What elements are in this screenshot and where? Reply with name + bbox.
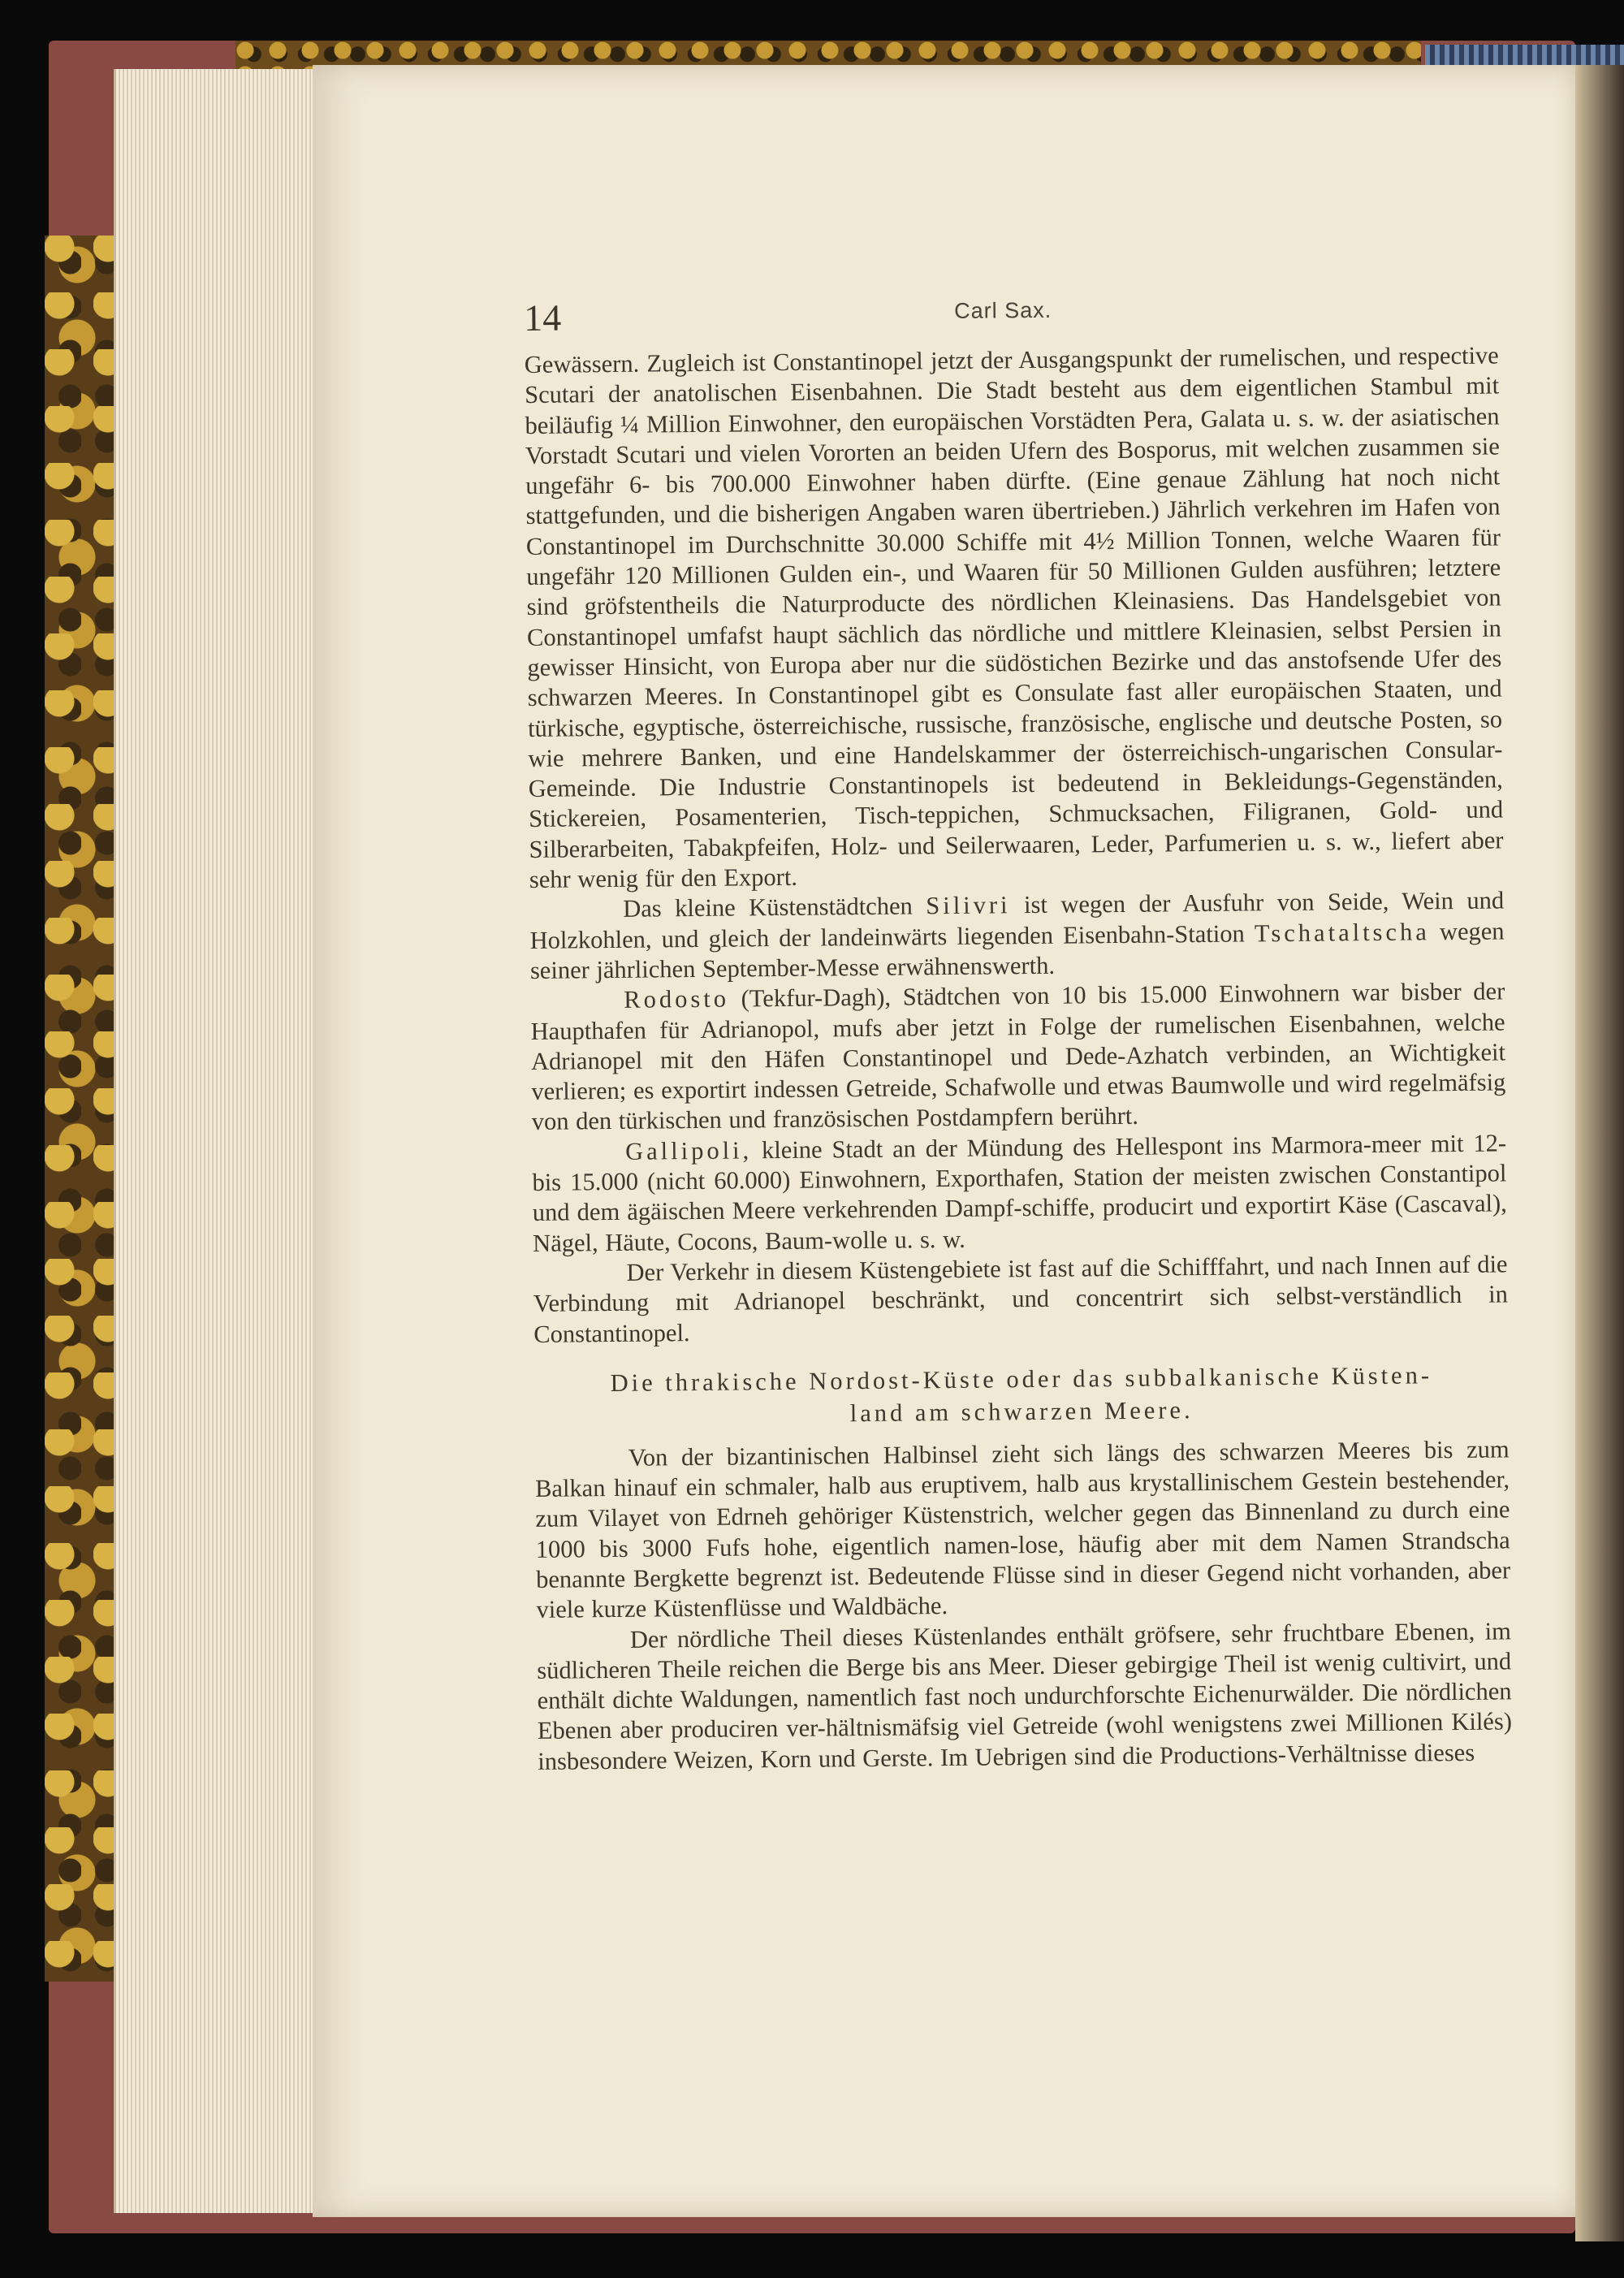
text-run: Das kleine Küstenstädtchen <box>623 892 913 923</box>
paragraph: Von der bizantinischen Halbinsel zieht sich längs des schwarzen Meeres bis zum Balkan hinauf ein schmaler, halb aus eruptivem, halb aus krystallinischem Gestein bestehender, zum Vilayet von Edrneh gehöriger Küstenstrich, welcher gegen das Binnenland zu durch eine 1000 bis 3000 Fufs hohe, eigentlich namen-lose, häufig aber mit dem Namen Strandscha benannte Bergkette begrenzt ist. Bedeutende Flüsse sind in dieser Gegend nicht vorhanden, aber viele kurze Küstenflüsse und Waldbäche. <box>534 1435 1511 1624</box>
place-name: Tschataltscha <box>1254 917 1430 948</box>
place-name: Gallipoli, <box>624 1136 753 1165</box>
section-title-line: Die thrakische Nordost-Küste oder das subbalkanische Küsten- <box>610 1361 1433 1397</box>
page-header <box>524 287 1499 345</box>
page-number: 14 <box>524 296 562 339</box>
paragraph: Gewässern. Zugleich ist Constantinopel jetzt der Ausgangspunkt der rumelischen, und respective Scutari der anatolischen Eisenbahnen. Die Stadt besteht aus dem eigentlichen Stambul mit beiläufig ¼ Million Einwohner, den europäischen Vorstädten Pera, Galata u. s. w. der asiatischen Vorstadt Scutari und vielen Vororten an beiden Ufern des Bosporus, mit welchen zusammen sie ungefähr 6- bis 700.000 Einwohner haben dürfte. (Eine genaue Zählung hat noch nicht stattgefunden, und die bisherigen Angaben waren übertrieben.) Jährlich verkehren im Hafen von Constantinopel im Durchschnitte 30.000 Schiffe mit 4½ Million Tonnen, welche Waaren für ungefähr 120 Millionen Gulden ein-, und Waaren für 50 Millionen Gulden ausführen; letztere sind gröfstentheils die Naturproducte des nördlichen Kleinasiens. Das Handelsgebiet von Constantinopel umfafst haupt sächlich das nördliche und mittlere Kleinasien, selbst Persien in gewisser Hinsicht, von Europa aber nur die südöstichen Bezirke und das anstofsende Ufer des schwarzen Meeres. In Constantinopel gibt es Consulate fast aller europäischen Staaten, und türkische, egyptische, österreichische, russische, französische, englische und deutsche Posten, so wie mehrere Banken, und eine Handelskammer der österreichisch-ungarischen Consular-Gemeinde. Die Industrie Constantinopels ist bedeutend in Bekleidungs-Gegenständen, Stickereien, Posamenterien, Tisch-teppichen, Schmucksachen, Filigranen, Gold- und Silberarbeiten, Tabakpfeifen, Holz- und Seilerwaaren, Leder, Parfumerien u. s. w., liefert aber sehr wenig für den Export. <box>524 341 1504 894</box>
place-name: Silivri <box>926 891 1011 920</box>
paragraph: Der Verkehr in diesem Küstengebiete ist fast auf die Schifffahrt, und nach Innen auf die Verbindung mit Adrianopel beschränkt, und concentrirt sich selbst-verständlich in Constantinopel. <box>533 1250 1509 1348</box>
paragraph: Der nördliche Theil dieses Küstenlandes enthält gröfsere, sehr fruchtbare Ebenen, im südlicheren Theile reichen die Berge bis ans Meer. Dieser gebirgige Theil ist wenig cultivirt, und enthält dichte Waldungen, namentlich fast noch undurchforschte Eichenurwälder. Die nördlichen Ebenen aber produciren ver-hältnismäfsig viel Getreide (wohl wenigstens zwei Millionen Kilés) insbesondere Weizen, Korn und Gerste. Im Uebrigen sind die Productions-Verhältnisse dieses <box>537 1616 1513 1775</box>
text-run: (Tekfur-Dagh), Städtchen von 10 bis 15.000 Einwohnern war bisber der Haupthafen für Adrianopol, mufs aber jetzt in Folge der rumelischen Eisenbahnen, welche Adrianopel mit den Häfen Constantinopel und Dede-Azhatch verbinden, an Wichtigkeit verlieren; es exportirt indessen Getreide, Schafwolle und etwas Baumwolle und wird regelmäfsig von den türkischen und französischen Postdampfern berührt. <box>530 977 1506 1136</box>
paragraph <box>532 1128 1507 1259</box>
page-edges <box>114 69 319 2213</box>
place-name: Rodosto <box>624 984 730 1014</box>
page-gutter-shadow <box>1575 65 1624 2241</box>
text-run: kleine Stadt an der Mündung des Hellespont ins Marmora-meer mit 12- bis 15.000 (nicht 60.000) Einwohnern, Exporthafen, Station der meisten zwischen Constantipol und dem ägäischen Meere verkehrenden Dampf-schiffe, producirt und exportirt Käse (Cascaval), Nägel, Häute, Cocons, Baum-wolle u. s. w. <box>532 1129 1507 1257</box>
marbled-endpaper-left <box>45 236 114 1982</box>
page-text <box>524 287 1512 1776</box>
running-head: Carl Sax. <box>954 297 1052 323</box>
paragraph <box>529 886 1505 986</box>
section-title-line: land am schwarzen Meere. <box>849 1395 1194 1428</box>
section-title <box>534 1358 1510 1433</box>
paragraph <box>530 977 1506 1138</box>
text-run: wegen seiner jährlichen September-Messe erwähnenswerth. <box>529 917 1505 984</box>
text-run: ist wegen der Ausfuhr von Seide, Wein und Holzkohlen, und gleich der landeinwärts liegenden Eisenbahn-Station <box>529 886 1505 954</box>
